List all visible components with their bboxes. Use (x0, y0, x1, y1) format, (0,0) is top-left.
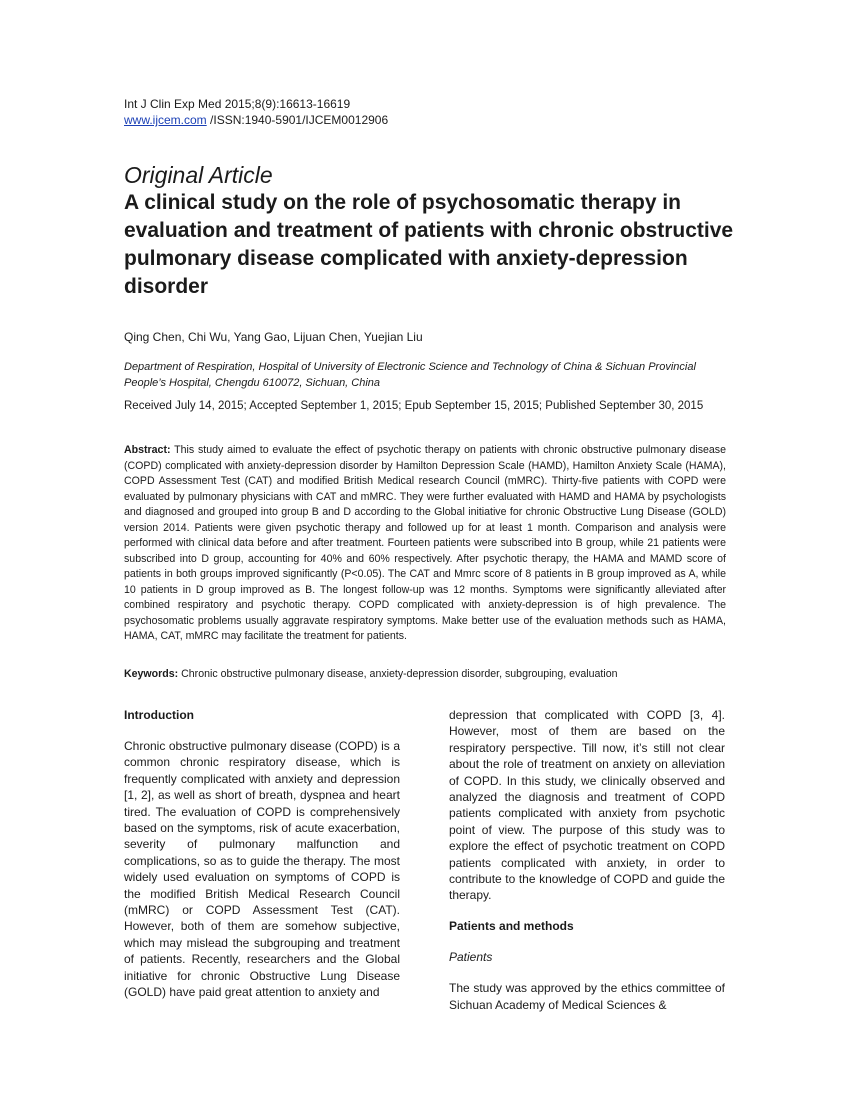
keywords-text: Chronic obstructive pulmonary disease, anxiety-depression disorder, subgrouping, evaluation (181, 668, 618, 680)
journal-citation: Int J Clin Exp Med 2015;8(9):16613-16619 (124, 97, 351, 111)
publication-dates: Received July 14, 2015; Accepted September 1, 2015; Epub September 15, 2015; Published September 30, 2015 (124, 400, 704, 412)
introduction-paragraph-continued: depression that complicated with COPD [3, 4]. However, most of them are based on the respiratory perspective. Till now, it’s still not clear about the role of treatment on anxiety on alleviation of COPD. In this study, we clinically observed and analyzed the diagnosis and treatment of COPD patients complicated with anxiety from psychotic point of view. The purpose of this study was to explore the effect of psychotic treatment on COPD patients complicated with anxiety, in order to contribute to the knowledge of COPD and guide the therapy. (449, 708, 725, 903)
patients-paragraph: The study was approved by the ethics committee of Sichuan Academy of Medical Sciences & (449, 981, 725, 1012)
keywords-label: Keywords: (124, 668, 179, 680)
keywords (124, 667, 726, 683)
abstract (124, 443, 726, 645)
introduction-paragraph: Chronic obstructive pulmonary disease (COPD) is a common chronic respiratory disease, which is frequently complicated with anxiety and depression [1, 2], as well as short of breath, dyspnea and heart tired. The evaluation of COPD is comprehensively based on the symptoms, risk of acute exacerbation, severity of pulmonary malfunction and complications, so as to guide the therapy. The most widely used evaluation on symptoms of COPD is the modified British Medical Research Council (mMRC) or COPD Assessment Test (CAT). However, both of them are somehow subjective, which may mislead the subgrouping and treatment of patients. Recently, researchers and the Global initiative for chronic Obstructive Lung Disease (GOLD) have paid great attention to anxiety and (124, 738, 400, 999)
author-list: Qing Chen, Chi Wu, Yang Gao, Lijuan Chen, Yuejian Liu (124, 330, 423, 344)
article-type: Original Article (124, 162, 273, 188)
journal-link-line (124, 112, 388, 128)
introduction-heading: Introduction (124, 708, 194, 722)
journal-issn: /ISSN:1940-5901/IJCEM0012906 (210, 113, 389, 127)
left-column (124, 707, 400, 1000)
abstract-label: Abstract: (124, 444, 171, 456)
patients-subheading: Patients (449, 950, 493, 965)
right-column (449, 707, 725, 1013)
abstract-text: This study aimed to evaluate the effect of psychotic therapy on patients with chronic obstructive pulmonary disease (COPD) complicated with anxiety-depression disorder by Hamilton Depression Scale (HAMD), Hamilton Anxiety Scale (HAMA), COPD Assessment Test (CAT) and modified British Medical research Council (mMRC). Thirty-five patients with COPD were evaluated by pulmonary physicians with CAT and mMRC. They were further evaluated with HAMD and HAMA by psychologists and diagnosed and grouped into group B and D according to the Global initiative for chronic Obstructive Lung Disease (GOLD) version 2014. Patients were given psychotic therapy and followed up for at least 1 month. Comparison and analysis were performed with clinical data before and after treatment. Fourteen patients were subscribed into B group, while 21 patients were subscribed into D group, accounting for 40% and 60% respectively. After psychotic therapy, the HAMA and MAMD score of patients in both groups improved significantly (P<0.05). The CAT and Mmrc score of 8 patients in B group improved as A, while 10 patients in D group improved as B. The longest follow-up was 12 months. Symptoms were significantly alleviated after combined respiratory and psychotic therapy. COPD complicated with anxiety-depression is of high prevalence. The psychosomatic problems usually aggravate respiratory symptoms. Make better use of the evaluation methods such as HAMA, HAMA, CAT, mMRC may facilitate the treatment for patients. (124, 444, 726, 642)
author-affiliation: Department of Respiration, Hospital of University of Electronic Science and Technology of China & Sichuan Provincial People’s Hospital, Chengdu 610072, Sichuan, China (124, 361, 696, 389)
journal-website-link[interactable]: www.ijcem.com (124, 113, 207, 127)
article-title: A clinical study on the role of psychosomatic therapy in evaluation and treatment of patients with chronic obstructive pulmonary disease complicated with anxiety-depression disorder (124, 191, 734, 298)
patients-methods-heading: Patients and methods (449, 919, 574, 934)
